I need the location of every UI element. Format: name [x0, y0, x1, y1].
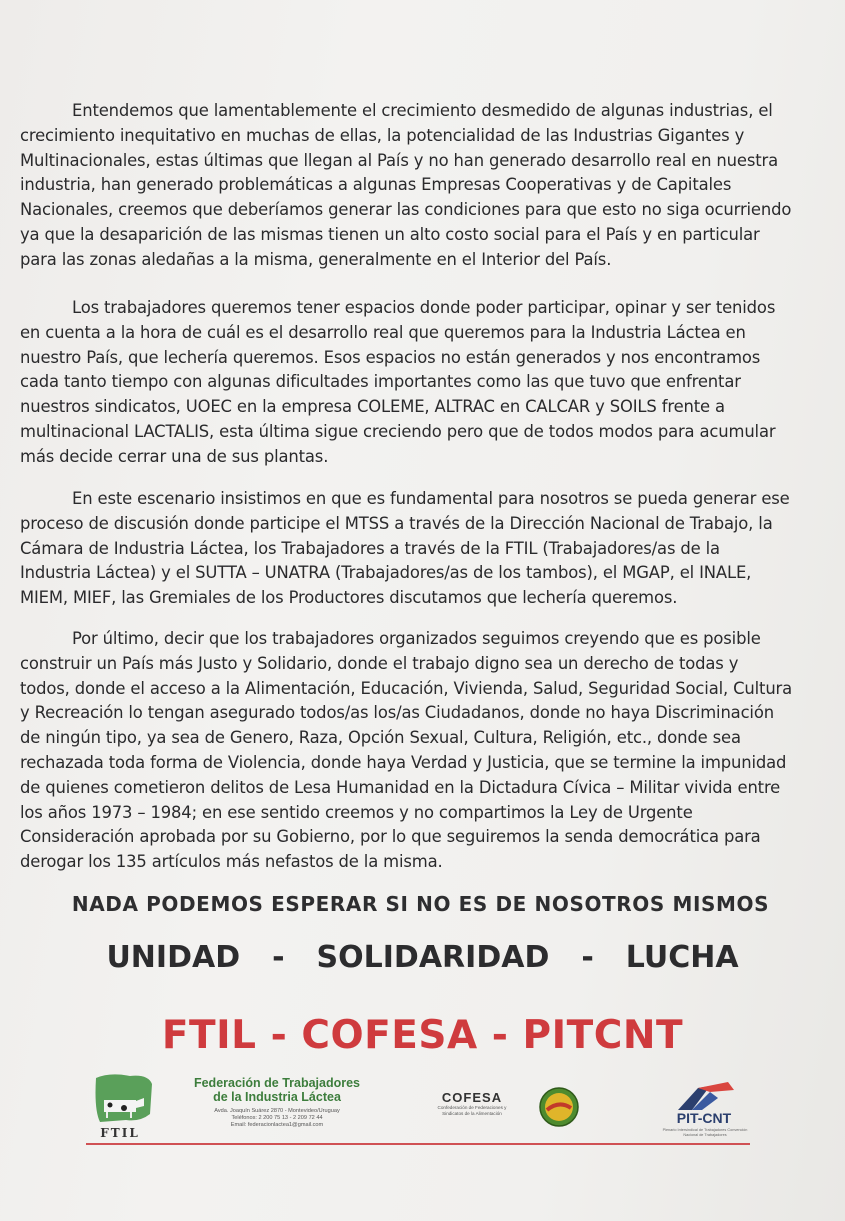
cofesa-name: COFESA: [441, 1090, 503, 1105]
federation-name-2: de la Industria Láctea: [213, 1090, 341, 1104]
paragraph-line: industria, han generado problemáticas a algunas Empresas Cooperativas y de Capitales: [20, 175, 732, 195]
federation-phone: Teléfonos: 2 200 75 13 - 2 209 72 44: [231, 1115, 323, 1121]
slogan-organizations: FTIL - COFESA - PITCNT: [161, 1013, 684, 1058]
cofesa-logo: [424, 1090, 520, 1117]
paragraph-line: nuestro País, que lechería queremos. Esos espacios no están generados y nos encontramos: [20, 347, 761, 367]
federation-address: Avda. Joaquín Suárez 2870 - Montevideo/Uruguay: [214, 1108, 340, 1114]
paragraph-line: Industria Láctea) y el SUTTA – UNATRA (Trabajadores/as de los tambos), el MGAP, el INALE,: [20, 563, 752, 583]
union-round-logo: [538, 1086, 580, 1128]
ftil-logo: [90, 1070, 160, 1142]
paragraph-line: Cámara de Industria Láctea, los Trabajadores a través de la FTIL (Trabajadores/as de la: [20, 538, 720, 558]
paragraph-line: Consideración aprobada por su Gobierno, por lo que seguiremos la senda democrática para: [20, 827, 761, 847]
paragraph-3: [20, 487, 822, 611]
ftil-logo-text: FTIL: [100, 1126, 140, 1140]
paragraph-line: de quienes cometieron delitos de Lesa Humanidad en la Dictadura Cívica – Militar vivida entre: [20, 777, 781, 797]
paragraph-line: todos, donde el acceso a la Alimentación, Educación, Vivienda, Salud, Seguridad Social, Cultura: [20, 678, 793, 698]
paragraph-line: Por último, decir que los trabajadores organizados seguimos creyendo que es posible: [72, 629, 761, 648]
slogan-separator: -: [581, 940, 594, 975]
federation-email: Email: federacionlactea1@gmail.com: [230, 1122, 324, 1128]
slogan-separator: -: [272, 940, 285, 975]
paragraph-line: multinacional LACTALIS, esta última sigue creciendo pero que de todos modos para acumular: [20, 421, 776, 441]
paragraph-line: nuestros sindicatos, UOEC en la empresa COLEME, ALTRAC en CALCAR y SOILS frente a: [20, 397, 725, 417]
paragraph-line: Los trabajadores queremos tener espacios donde poder participar, opinar y ser tenidos: [72, 298, 776, 317]
paragraph-line: Nacionales, creemos que deberíamos generar las condiciones para que esto no siga ocurriendo: [20, 200, 792, 220]
cofesa-subtitle-1: Confederación de Federaciones y: [437, 1105, 507, 1110]
federation-block: [172, 1076, 382, 1129]
paragraph-line: de ningún tipo, ya sea de Genero, Raza, Opción Sexual, Cultura, Religión, etc., donde sea: [20, 728, 741, 748]
paragraph-4: [20, 627, 822, 875]
paragraph-2: [20, 296, 822, 470]
slogan-nada-podemos: NADA PODEMOS ESPERAR SI NO ES DE NOSOTROS MISMOS: [71, 892, 770, 916]
paragraph-1: [20, 99, 822, 273]
slogan-unidad-solidaridad-lucha: [0, 940, 845, 975]
paragraph-line: rechazada toda forma de Violencia, donde haya Verdad y Justicia, que se termine la impunidad: [20, 752, 787, 772]
footer-logos: [86, 1064, 752, 1146]
slogan-word-solidaridad: SOLIDARIDAD: [316, 940, 550, 975]
paragraph-line: para las zonas aledañas a la misma, generalmente en el Interior del País.: [20, 249, 612, 269]
paragraph-line: y Recreación lo tengan asegurado todos/as los/as Ciudadanos, donde no haya Discriminación: [20, 703, 774, 723]
pit-cnt-name: PIT-CNT: [676, 1110, 732, 1126]
paragraph-line: Multinacionales, estas últimas que llegan al País y no han generado desarrollo real en nuestra: [20, 150, 778, 170]
paragraph-line: ya que la desaparición de las mismas tienen un alto costo social para el País y en particular: [20, 224, 760, 244]
federation-name-1: Federación de Trabajadores: [193, 1076, 361, 1090]
paragraph-line: los años 1973 – 1984; en ese sentido creemos y no compartimos la Ley de Urgente: [20, 802, 693, 822]
paragraph-line: En este escenario insistimos en que es fundamental para nosotros se pueda generar ese: [72, 489, 790, 508]
footer-divider: [86, 1143, 750, 1145]
paragraph-line: construir un País más Justo y Solidario, donde el trabajo digno sea un derecho de todas y: [20, 653, 739, 673]
pit-cnt-subtitle: Plenario Intersindical de Trabajadores Convención Nacional de Trabajadores: [662, 1128, 748, 1137]
paragraph-line: crecimiento inequitativo en muchas de ellas, la potencialidad de las Industrias Gigantes y: [20, 125, 745, 145]
paragraph-line: más decide cerrar una de sus plantas.: [20, 446, 329, 466]
paragraph-line: derogar los 135 artículos más nefastos de la misma.: [20, 852, 443, 872]
paragraph-line: cada tanto tiempo con algunas dificultades importantes como las que tuvo que enfrentar: [20, 372, 741, 392]
slogan-word-unidad: UNIDAD: [106, 940, 241, 975]
paragraph-line: proceso de discusión donde participe el MTSS a través de la Dirección Nacional de Trabajo, la: [20, 513, 773, 533]
paragraph-line: en cuenta a la hora de cuál es el desarrollo real que queremos para la Industria Láctea en: [20, 322, 746, 342]
paragraph-line: Entendemos que lamentablemente el crecimiento desmedido de algunas industrias, el: [72, 101, 773, 120]
cofesa-subtitle-2: Sindicatos de la Alimentación: [442, 1111, 502, 1116]
slogan-word-lucha: LUCHA: [625, 940, 739, 975]
paragraph-line: MIEM, MIEF, las Gremiales de los Productores discutamos que lechería queremos.: [20, 588, 678, 608]
